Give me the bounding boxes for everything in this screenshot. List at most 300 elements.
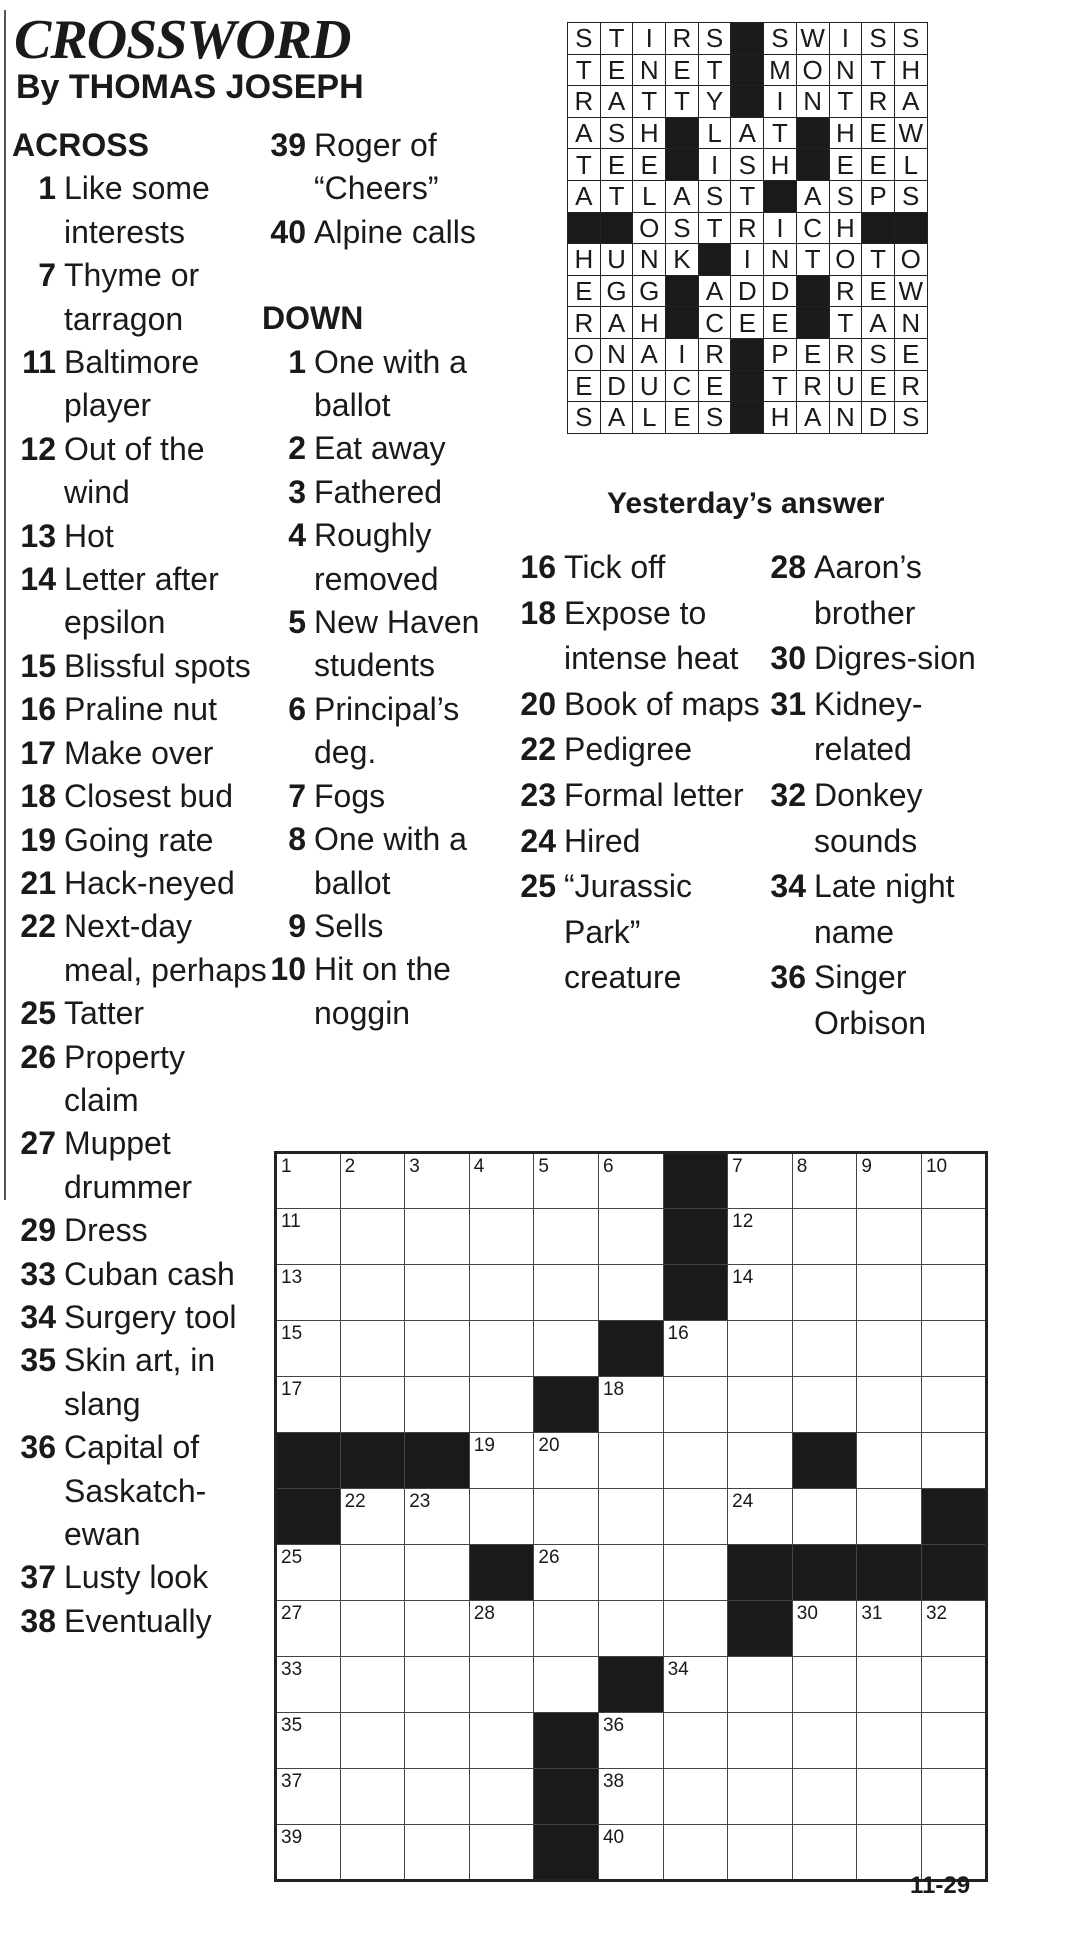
solution-cell: Y xyxy=(698,86,731,118)
grid-cell[interactable] xyxy=(598,1433,663,1489)
across-clue-12 xyxy=(12,428,267,515)
clue-text: Muppet drummer xyxy=(64,1125,193,1205)
grid-cell[interactable] xyxy=(598,1153,663,1209)
across-clue-7 xyxy=(12,254,267,341)
grid-cell[interactable] xyxy=(469,1769,534,1825)
cell-number: 12 xyxy=(732,1211,754,1232)
grid-cell[interactable] xyxy=(340,1545,405,1601)
grid-cell[interactable] xyxy=(405,1489,470,1545)
solution-cell: A xyxy=(894,86,927,118)
black-square xyxy=(728,1601,793,1657)
grid-cell[interactable] xyxy=(469,1377,534,1433)
clue-text: Skin art, in slang xyxy=(64,1342,216,1422)
cell-number: 38 xyxy=(602,1771,625,1792)
solution-cell: E xyxy=(862,275,895,307)
clue-number: 22 xyxy=(520,731,556,768)
grid-cell[interactable] xyxy=(598,1209,663,1265)
grid-cell[interactable] xyxy=(921,1265,986,1321)
grid-cell[interactable] xyxy=(405,1657,470,1713)
grid-cell[interactable] xyxy=(469,1209,534,1265)
solution-cell: R xyxy=(698,338,731,370)
solution-black-square xyxy=(731,338,764,370)
clue-text: Dress xyxy=(64,1212,148,1249)
grid-cell[interactable] xyxy=(921,1769,986,1825)
solution-cell: D xyxy=(731,275,764,307)
solution-cell: A xyxy=(862,307,895,339)
solution-cell: S xyxy=(731,149,764,181)
grid-cell[interactable] xyxy=(663,1377,728,1433)
solution-cell: T xyxy=(568,149,601,181)
grid-cell[interactable] xyxy=(728,1489,793,1545)
grid-cell[interactable] xyxy=(857,1321,922,1377)
down-clue-1 xyxy=(262,341,517,428)
grid-cell[interactable] xyxy=(792,1769,857,1825)
grid-cell[interactable] xyxy=(469,1265,534,1321)
grid-cell[interactable] xyxy=(598,1265,663,1321)
grid-cell[interactable] xyxy=(276,1601,341,1657)
cell-number: 2 xyxy=(344,1156,356,1177)
solution-cell: H xyxy=(829,212,862,244)
black-square xyxy=(276,1489,341,1545)
grid-cell[interactable] xyxy=(598,1713,663,1769)
solution-black-square xyxy=(731,54,764,86)
solution-black-square xyxy=(731,370,764,402)
clue-number: 24 xyxy=(520,822,556,859)
grid-cell[interactable] xyxy=(534,1321,599,1377)
cell-number: 15 xyxy=(281,1323,303,1344)
solution-cell: I xyxy=(666,338,699,370)
clue-number: 20 xyxy=(520,685,556,722)
clue-text: Going rate xyxy=(64,821,214,858)
grid-cell[interactable] xyxy=(598,1489,663,1545)
grid-cell[interactable] xyxy=(405,1265,470,1321)
grid-cell[interactable] xyxy=(792,1153,857,1209)
grid-cell[interactable] xyxy=(340,1209,405,1265)
solution-cell: R xyxy=(862,86,895,118)
grid-cell[interactable] xyxy=(276,1209,341,1265)
grid-cell[interactable] xyxy=(857,1769,922,1825)
solution-cell: S xyxy=(862,338,895,370)
grid-cell[interactable] xyxy=(276,1153,341,1209)
puzzle-title: CROSSWORD xyxy=(14,9,351,71)
grid-cell[interactable] xyxy=(921,1601,986,1657)
clue-text: Hot xyxy=(64,517,114,554)
clue-text: Baltimore player xyxy=(64,344,200,424)
solution-cell: E xyxy=(862,149,895,181)
down-clue-3 xyxy=(262,471,517,514)
solution-cell: T xyxy=(796,244,829,276)
grid-cell[interactable] xyxy=(663,1545,728,1601)
solution-cell: A xyxy=(698,275,731,307)
grid-cell[interactable] xyxy=(340,1265,405,1321)
clue-number: 14 xyxy=(20,561,56,598)
grid-cell[interactable] xyxy=(728,1209,793,1265)
cell-number: 6 xyxy=(602,1156,614,1177)
solution-cell: W xyxy=(796,23,829,55)
solution-cell: T xyxy=(698,212,731,244)
clue-number: 33 xyxy=(20,1255,56,1292)
black-square xyxy=(663,1265,728,1321)
solution-cell: E xyxy=(894,338,927,370)
solution-cell: E xyxy=(600,54,633,86)
grid-cell[interactable] xyxy=(340,1377,405,1433)
grid-cell[interactable] xyxy=(857,1153,922,1209)
solution-cell: A xyxy=(568,180,601,212)
grid-cell[interactable] xyxy=(469,1601,534,1657)
black-square xyxy=(663,1153,728,1209)
clue-text: Tick off xyxy=(564,549,666,585)
clue-text: Out of the wind xyxy=(64,430,205,511)
grid-cell[interactable] xyxy=(405,1825,470,1881)
solution-cell: I xyxy=(829,23,862,55)
grid-cell[interactable] xyxy=(728,1657,793,1713)
solution-cell: S xyxy=(568,402,601,434)
grid-cell[interactable] xyxy=(276,1321,341,1377)
cell-number: 5 xyxy=(538,1156,549,1177)
across-clue-26 xyxy=(12,1036,267,1123)
cell-number: 26 xyxy=(538,1547,560,1568)
grid-cell[interactable] xyxy=(340,1489,405,1545)
solution-cell: N xyxy=(829,402,862,434)
solution-cell: T xyxy=(633,86,666,118)
grid-cell[interactable] xyxy=(728,1713,793,1769)
cell-number: 16 xyxy=(667,1323,689,1344)
down-clue-7 xyxy=(262,775,517,818)
solution-cell: I xyxy=(764,212,797,244)
clue-text: Property claim xyxy=(64,1038,185,1118)
grid-cell[interactable] xyxy=(469,1825,534,1881)
solution-cell: S xyxy=(894,402,927,434)
clue-number: 40 xyxy=(270,213,306,250)
grid-cell[interactable] xyxy=(340,1713,405,1769)
cell-number: 33 xyxy=(281,1659,303,1680)
solution-black-square xyxy=(731,402,764,434)
across-clue-34 xyxy=(12,1296,267,1339)
grid-cell[interactable] xyxy=(340,1153,405,1209)
solution-cell: S xyxy=(894,180,927,212)
grid-cell[interactable] xyxy=(728,1825,793,1881)
clue-number: 39 xyxy=(270,127,306,163)
clue-number: 28 xyxy=(770,549,806,585)
grid-cell[interactable] xyxy=(728,1153,793,1209)
down-clue-16 xyxy=(512,545,762,591)
grid-cell[interactable] xyxy=(792,1657,857,1713)
grid-cell[interactable] xyxy=(792,1321,857,1377)
grid-cell[interactable] xyxy=(663,1769,728,1825)
solution-cell: C xyxy=(698,307,731,339)
solution-cell: H xyxy=(829,117,862,149)
clue-text: Praline nut xyxy=(64,691,217,728)
grid-cell[interactable] xyxy=(728,1769,793,1825)
grid-cell[interactable] xyxy=(405,1153,470,1209)
grid-cell[interactable] xyxy=(921,1713,986,1769)
clue-number: 8 xyxy=(288,821,306,858)
grid-cell[interactable] xyxy=(469,1153,534,1209)
grid-cell[interactable] xyxy=(534,1209,599,1265)
solution-black-square xyxy=(894,212,927,244)
solution-black-square xyxy=(796,275,829,307)
grid-cell[interactable] xyxy=(405,1321,470,1377)
clue-text: Next-day meal, perhaps xyxy=(64,908,267,988)
across-clue-17 xyxy=(12,732,267,775)
solution-black-square xyxy=(764,180,797,212)
grid-cell[interactable] xyxy=(534,1153,599,1209)
grid-cell[interactable] xyxy=(792,1489,857,1545)
down-clue-list xyxy=(262,341,517,1036)
grid-cell[interactable] xyxy=(857,1657,922,1713)
solution-cell: K xyxy=(666,244,699,276)
down-clue-25 xyxy=(512,864,762,1001)
clue-number: 11 xyxy=(22,344,56,381)
grid-cell[interactable] xyxy=(534,1433,599,1489)
grid-cell[interactable] xyxy=(857,1713,922,1769)
cell-number: 23 xyxy=(409,1491,431,1512)
clue-text: One with a ballot xyxy=(314,343,467,424)
clue-number: 21 xyxy=(20,864,56,901)
grid-cell[interactable] xyxy=(405,1769,470,1825)
grid-cell[interactable] xyxy=(340,1825,405,1881)
grid-cell[interactable] xyxy=(598,1601,663,1657)
solution-cell: H xyxy=(764,149,797,181)
down-clue-8 xyxy=(262,818,517,905)
clue-number: 18 xyxy=(20,778,56,815)
solution-cell: S xyxy=(829,180,862,212)
grid-cell[interactable] xyxy=(405,1545,470,1601)
cell-number: 36 xyxy=(602,1715,625,1736)
clue-text: Thyme or tarragon xyxy=(64,257,200,337)
grid-cell[interactable] xyxy=(534,1545,599,1601)
grid-cell[interactable] xyxy=(663,1657,728,1713)
down-clue-32 xyxy=(762,773,1012,864)
clue-text: Singer Orbison xyxy=(814,959,927,1041)
grid-cell[interactable] xyxy=(469,1321,534,1377)
grid-cell[interactable] xyxy=(728,1321,793,1377)
across-clue-15 xyxy=(12,645,267,688)
cell-number: 28 xyxy=(473,1603,495,1624)
solution-cell: E xyxy=(568,370,601,402)
grid-cell[interactable] xyxy=(534,1489,599,1545)
grid-cell[interactable] xyxy=(598,1377,663,1433)
solution-cell: G xyxy=(600,275,633,307)
grid-cell[interactable] xyxy=(340,1601,405,1657)
grid-cell[interactable] xyxy=(921,1153,986,1209)
grid-cell[interactable] xyxy=(857,1433,922,1489)
cell-number: 9 xyxy=(861,1156,872,1177)
grid-cell[interactable] xyxy=(921,1321,986,1377)
grid-cell[interactable] xyxy=(792,1825,857,1881)
grid-cell[interactable] xyxy=(857,1601,922,1657)
solution-cell: R xyxy=(666,23,699,55)
cell-number: 35 xyxy=(281,1715,303,1736)
grid-cell[interactable] xyxy=(857,1377,922,1433)
clue-text: Alpine calls xyxy=(314,213,476,250)
cell-number: 8 xyxy=(796,1156,808,1177)
grid-cell[interactable] xyxy=(534,1657,599,1713)
solution-cell: A xyxy=(600,86,633,118)
grid-cell[interactable] xyxy=(792,1713,857,1769)
grid-cell[interactable] xyxy=(340,1657,405,1713)
solution-cell: E xyxy=(633,149,666,181)
clue-text: Roughly removed xyxy=(314,517,439,597)
grid-cell[interactable] xyxy=(792,1601,857,1657)
solution-cell: S xyxy=(764,23,797,55)
black-square xyxy=(598,1321,663,1377)
grid-cell[interactable] xyxy=(792,1377,857,1433)
solution-cell: A xyxy=(796,402,829,434)
clue-text: Tatter xyxy=(64,995,145,1032)
across-clue-22 xyxy=(12,905,267,992)
down-clue-28 xyxy=(762,545,1012,636)
grid-cell[interactable] xyxy=(276,1377,341,1433)
solution-cell: A xyxy=(666,180,699,212)
clue-text: Cuban cash xyxy=(64,1255,235,1292)
cell-number: 7 xyxy=(732,1156,743,1177)
solution-cell: T xyxy=(862,54,895,86)
clue-number: 7 xyxy=(288,777,306,814)
solution-cell: N xyxy=(633,244,666,276)
grid-cell[interactable] xyxy=(598,1825,663,1881)
grid-cell[interactable] xyxy=(469,1489,534,1545)
grid-cell[interactable] xyxy=(663,1825,728,1881)
clue-number: 22 xyxy=(20,908,56,945)
clue-number: 16 xyxy=(520,549,556,585)
across-clue-40 xyxy=(262,211,517,254)
grid-cell[interactable] xyxy=(598,1545,663,1601)
clue-number: 3 xyxy=(288,473,306,510)
grid-cell[interactable] xyxy=(921,1433,986,1489)
clue-number: 2 xyxy=(288,430,306,467)
across-clues-column-1 xyxy=(12,124,267,1643)
grid-cell[interactable] xyxy=(534,1601,599,1657)
solution-cell: E xyxy=(829,149,862,181)
clue-number: 37 xyxy=(20,1559,56,1596)
clue-number: 10 xyxy=(270,951,306,988)
cell-number: 11 xyxy=(281,1211,301,1232)
grid-cell[interactable] xyxy=(857,1489,922,1545)
grid-cell[interactable] xyxy=(857,1209,922,1265)
solution-cell: T xyxy=(764,117,797,149)
clue-number: 34 xyxy=(770,868,806,905)
black-square xyxy=(534,1769,599,1825)
clue-number: 30 xyxy=(770,640,806,677)
cell-number: 22 xyxy=(344,1491,366,1512)
grid-cell[interactable] xyxy=(340,1769,405,1825)
grid-cell[interactable] xyxy=(792,1209,857,1265)
grid-cell[interactable] xyxy=(921,1209,986,1265)
clue-number: 4 xyxy=(288,517,306,554)
grid-cell[interactable] xyxy=(405,1209,470,1265)
across-clue-11 xyxy=(12,341,267,428)
grid-cell[interactable] xyxy=(276,1825,341,1881)
solution-cell: R xyxy=(796,370,829,402)
down-clue-10 xyxy=(262,948,517,1035)
solution-black-square xyxy=(666,275,699,307)
solution-cell: A xyxy=(796,180,829,212)
grid-cell[interactable] xyxy=(276,1713,341,1769)
down-clue-list-continued-2 xyxy=(762,545,1012,1047)
solution-cell: N xyxy=(764,244,797,276)
grid-cell[interactable] xyxy=(921,1377,986,1433)
cell-number: 17 xyxy=(281,1379,303,1400)
across-clue-36 xyxy=(12,1426,267,1556)
clue-number: 7 xyxy=(38,257,56,294)
solution-cell: E xyxy=(862,370,895,402)
grid-cell[interactable] xyxy=(663,1601,728,1657)
grid-cell[interactable] xyxy=(792,1265,857,1321)
black-square xyxy=(534,1377,599,1433)
down-heading: DOWN xyxy=(262,300,364,337)
down-clue-23 xyxy=(512,773,762,819)
clue-text: Aaron’s brother xyxy=(814,549,922,631)
grid-cell[interactable] xyxy=(663,1713,728,1769)
solution-black-square xyxy=(731,23,764,55)
solution-cell: D xyxy=(764,275,797,307)
clue-text: Hired xyxy=(564,822,641,859)
across-clue-1 xyxy=(12,167,267,254)
grid-cell[interactable] xyxy=(276,1657,341,1713)
grid-cell[interactable] xyxy=(469,1433,534,1489)
cell-number: 34 xyxy=(667,1659,689,1680)
solution-black-square xyxy=(796,117,829,149)
clue-number: 36 xyxy=(20,1429,56,1466)
grid-cell[interactable] xyxy=(663,1433,728,1489)
grid-cell[interactable] xyxy=(405,1377,470,1433)
grid-cell[interactable] xyxy=(276,1545,341,1601)
clue-text: Surgery tool xyxy=(64,1298,237,1335)
cell-number: 3 xyxy=(409,1156,420,1177)
clue-number: 36 xyxy=(770,959,806,996)
across-clue-39 xyxy=(262,124,517,211)
grid-cell[interactable] xyxy=(921,1657,986,1713)
clue-text: Principal’s deg. xyxy=(314,690,460,771)
grid-cell[interactable] xyxy=(340,1321,405,1377)
cell-number: 19 xyxy=(473,1435,495,1456)
solution-cell: E xyxy=(731,307,764,339)
grid-cell[interactable] xyxy=(534,1265,599,1321)
solution-black-square xyxy=(666,307,699,339)
grid-cell[interactable] xyxy=(405,1713,470,1769)
solution-cell: A xyxy=(731,117,764,149)
grid-cell[interactable] xyxy=(663,1321,728,1377)
grid-cell[interactable] xyxy=(276,1265,341,1321)
clue-text: Digres-sion xyxy=(814,640,976,677)
puzzle-date: 11-29 xyxy=(910,1872,971,1899)
clue-text: Like some interests xyxy=(64,170,210,250)
grid-cell[interactable] xyxy=(728,1377,793,1433)
clue-text: Lusty look xyxy=(64,1559,209,1596)
grid-cell[interactable] xyxy=(728,1265,793,1321)
clue-number: 23 xyxy=(520,776,556,813)
left-rule xyxy=(4,10,6,1200)
solution-cell: T xyxy=(600,180,633,212)
clue-text: Fathered xyxy=(314,473,443,510)
clue-number: 6 xyxy=(288,690,306,727)
cell-number: 30 xyxy=(796,1603,818,1624)
grid-cell[interactable] xyxy=(469,1713,534,1769)
grid-cell[interactable] xyxy=(857,1265,922,1321)
grid-cell[interactable] xyxy=(405,1601,470,1657)
clue-text: Blissful spots xyxy=(64,647,251,684)
grid-cell[interactable] xyxy=(469,1657,534,1713)
solution-caption: Yesterday’s answer xyxy=(607,487,885,520)
grid-cell[interactable] xyxy=(728,1433,793,1489)
black-square xyxy=(534,1713,599,1769)
grid-cell[interactable] xyxy=(663,1489,728,1545)
cell-number: 20 xyxy=(538,1435,560,1456)
grid-cell[interactable] xyxy=(276,1769,341,1825)
clue-number: 25 xyxy=(20,995,56,1032)
grid-cell[interactable] xyxy=(598,1769,663,1825)
